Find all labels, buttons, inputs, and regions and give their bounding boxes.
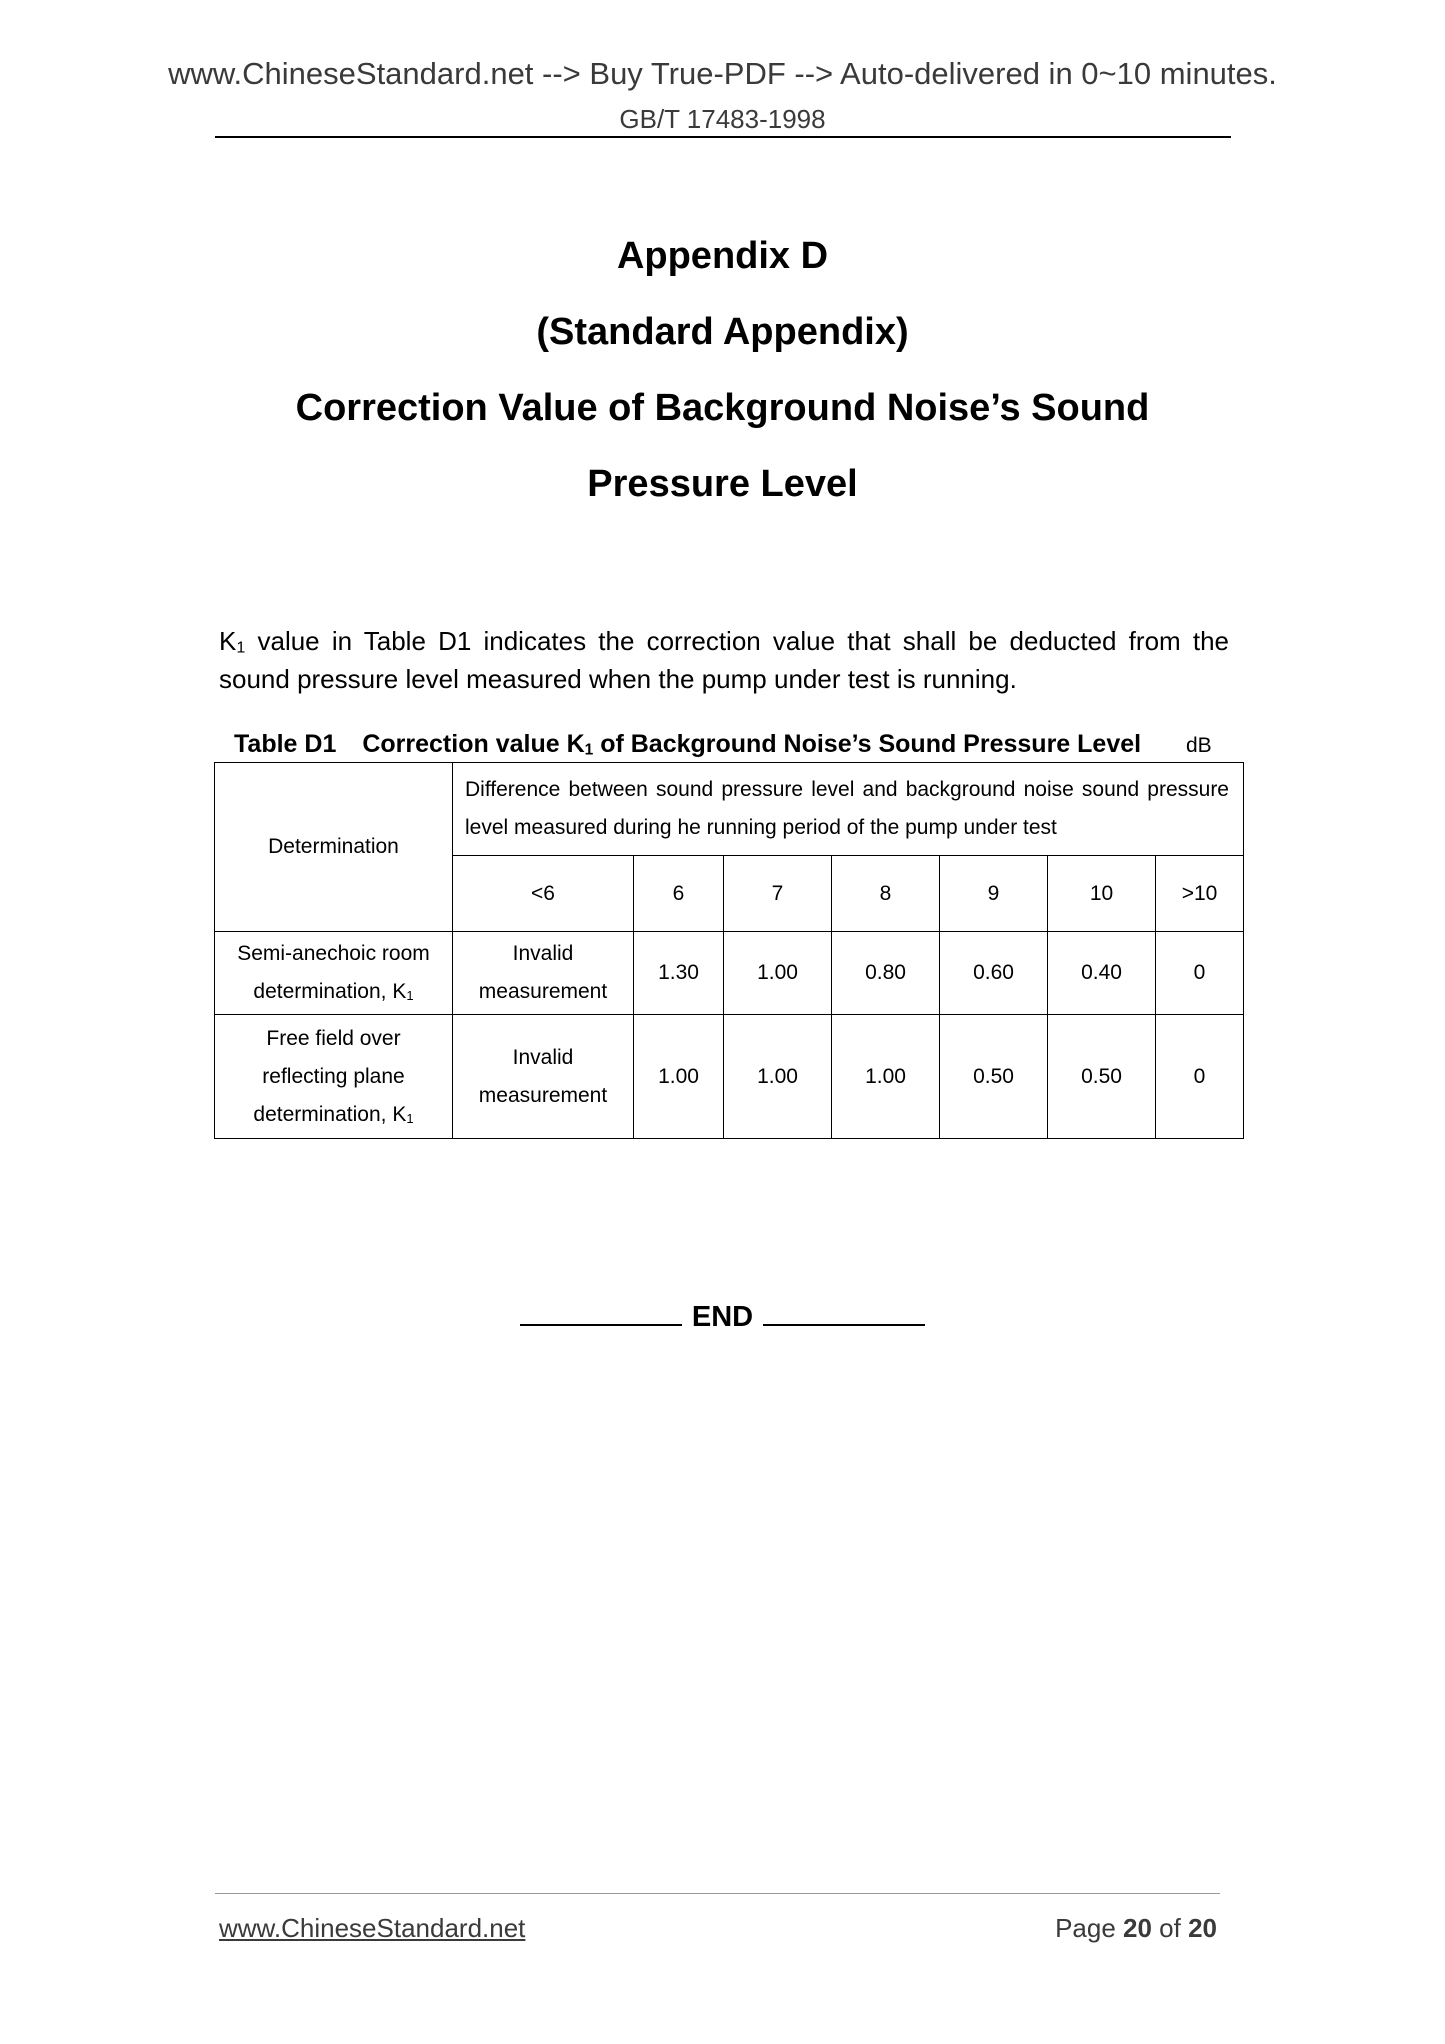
table-unit: dB xyxy=(1186,734,1212,757)
row-label-line: Semi-anechoic room xyxy=(237,942,430,965)
page-number: Page 20 of 20 xyxy=(1055,1913,1217,1943)
footer-site-link[interactable]: www.ChineseStandard.net xyxy=(219,1913,526,1943)
invalid-line: measurement xyxy=(478,980,608,1003)
invalid-line: Invalid xyxy=(512,942,574,965)
table-number: Table D1 xyxy=(234,730,337,758)
header-row-1 xyxy=(215,763,1244,856)
table-cell: 0.50 xyxy=(940,1015,1048,1139)
appendix-title: Appendix D xyxy=(616,235,829,277)
table-cell: 1.30 xyxy=(634,932,724,1015)
column-header: 10 xyxy=(1048,856,1156,932)
standard-id: GB/T 17483-1998 xyxy=(619,104,826,134)
invalid-cell xyxy=(453,932,634,1015)
table-row xyxy=(215,1015,1244,1139)
header-banner: www.ChineseStandard.net --> Buy True-PDF --> Auto-delivered in 0~10 minutes. xyxy=(168,56,1277,91)
invalid-cell xyxy=(453,1015,634,1139)
correction-table xyxy=(214,762,1244,1139)
end-text: END xyxy=(691,1301,754,1333)
k-symbol: K xyxy=(219,626,237,656)
difference-header: Difference between sound pressure level and background noise sound pressure level measured during he running period of the pump under test xyxy=(453,763,1244,856)
total-pages: 20 xyxy=(1188,1913,1217,1943)
end-underline-right xyxy=(763,1296,925,1326)
row-label-line: reflecting plane xyxy=(262,1064,405,1088)
column-header: 8 xyxy=(832,856,940,932)
column-header: 9 xyxy=(940,856,1048,932)
table-cell: 0.80 xyxy=(832,932,940,1015)
table-cell: 0.60 xyxy=(940,932,1048,1015)
table-cell: 0 xyxy=(1156,932,1244,1015)
caption-text-post: of Background Noise’s Sound Pressure Level xyxy=(593,730,1142,758)
table-cell: 1.00 xyxy=(832,1015,940,1139)
column-header: >10 xyxy=(1156,856,1244,932)
footer-divider xyxy=(215,1893,1220,1894)
table-cell: 1.00 xyxy=(634,1015,724,1139)
end-marker xyxy=(0,1296,1445,1334)
intro-line1-text: value in Table D1 indicates the correction value that shall be deducted from the xyxy=(245,626,1229,656)
row-label-subscript: 1 xyxy=(406,987,414,1003)
row-label xyxy=(215,932,453,1015)
caption-text-pre: Correction value K xyxy=(362,730,585,758)
row-label-subscript: 1 xyxy=(406,1110,414,1126)
column-header: <6 xyxy=(453,856,634,932)
table-cell: 0.50 xyxy=(1048,1015,1156,1139)
table-cell: 1.00 xyxy=(724,932,832,1015)
column-header: 7 xyxy=(724,856,832,932)
corner-header: Determination xyxy=(215,763,453,932)
table-cell: 0.40 xyxy=(1048,932,1156,1015)
intro-paragraph xyxy=(219,622,1229,698)
invalid-line: Invalid xyxy=(512,1045,574,1069)
current-page: 20 xyxy=(1123,1913,1152,1943)
appendix-heading-line2: Pressure Level xyxy=(587,463,858,505)
row-label-line: determination, $K_1$ xyxy=(253,980,414,1003)
row-label-line: Free field over xyxy=(266,1026,401,1050)
appendix-heading-line1: Correction Value of Background Noise’s Sound xyxy=(295,387,1150,429)
intro-line1 xyxy=(219,622,1229,660)
intro-line2: sound pressure level measured when the pump under test is running. xyxy=(219,664,1017,694)
table-caption xyxy=(234,730,1141,759)
appendix-type: (Standard Appendix) xyxy=(536,311,909,353)
end-underline-left xyxy=(520,1296,682,1326)
caption-subscript: 1 xyxy=(584,741,594,759)
header-divider xyxy=(215,136,1231,138)
table-cell: 1.00 xyxy=(724,1015,832,1139)
table-cell: 0 xyxy=(1156,1015,1244,1139)
table-row xyxy=(215,932,1244,1015)
row-label xyxy=(215,1015,453,1139)
row-label-line: determination, $K_1$ xyxy=(253,1102,414,1126)
invalid-line: measurement xyxy=(478,1083,608,1107)
k-subscript: 1 xyxy=(236,638,246,657)
column-header: 6 xyxy=(634,856,724,932)
